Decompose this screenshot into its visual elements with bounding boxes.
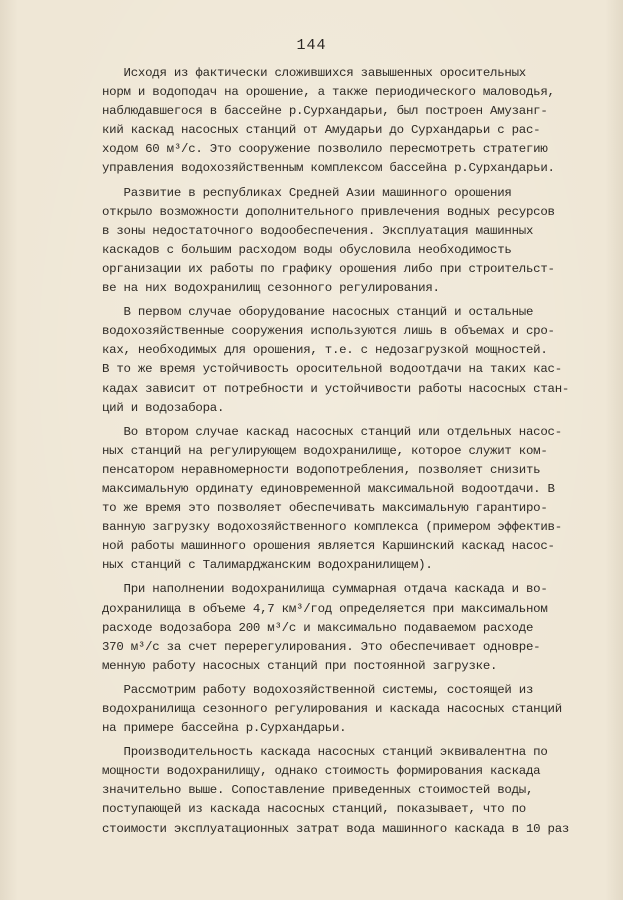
text-line: в зоны недостаточного водообеспечения. Эксплуатация машинных [102, 223, 534, 238]
text-line: максимальную ординату единовременной максимальной водоотдачи. В [102, 481, 555, 496]
text-line: на примере бассейна р.Сурхандарьи. [102, 721, 347, 736]
text-line: ных станций на регулирующем водохранилище, которое служит ком- [102, 443, 548, 458]
text-line: кадах зависит от потребности и устойчивости работы насосных стан- [102, 381, 570, 396]
text-line: В первом случае оборудование насосных станций и остальные [102, 305, 534, 320]
text-line: В то же время устойчивость оросительной водоотдачи на таких кас- [102, 362, 562, 377]
text-line: Развитие в республиках Средней Азии машинного орошения [102, 185, 512, 200]
text-line: открыло возможности дополнительного привлечения водных ресурсов [102, 204, 555, 219]
paragraph [102, 580, 607, 675]
text-line: пенсатором неравномерности водопотребления, позволяет снизить [102, 462, 541, 477]
text-line: Производительность каскада насосных станций эквивалентна по [102, 745, 548, 760]
paragraph [102, 743, 607, 838]
text-line: водохранилища сезонного регулирования и каскада насосных станций [102, 702, 562, 716]
text-line: При наполнении водохранилища суммарная отдача каскада и во- [102, 582, 548, 597]
text-line: организации их работы по графику орошения либо при строительст- [102, 261, 555, 276]
paragraph [102, 681, 607, 738]
text-line: норм и водоподач на орошение, а также периодического маловодья, [102, 85, 555, 100]
text-line: ве на них водохранилищ сезонного регулирования. [102, 281, 440, 296]
text-line: Во втором случае каскад насосных станций или отдельных насос- [102, 424, 562, 439]
page-number: 144 [296, 37, 327, 54]
text-line: ций и водозабора. [102, 400, 225, 415]
text-line: Рассмотрим работу водохозяйственной системы, состоящей из [102, 682, 534, 697]
text-line: ванную загрузку водохозяйственного комплекса (примером эффектив- [102, 520, 562, 535]
text-line: то же время это позволяет обеспечивать максимальную гарантиро- [102, 501, 548, 516]
text-line: Исходя из фактически сложившихся завышенных оросительных [102, 66, 526, 80]
paragraph [102, 303, 607, 418]
text-line: управления водохозяйственным комплексом бассейна р.Сурхандарьи. [102, 161, 555, 176]
text-line: дохранилища в объеме 4,7 км³/год определяется при максимальном [102, 601, 548, 616]
body-text [102, 64, 607, 839]
text-line: менную работу насосных станций при постоянной загрузке. [102, 658, 498, 673]
text-line: ходом 60 м³/с. Это сооружение позволило пересмотреть стратегию [102, 142, 548, 157]
text-line: поступающей из каскада насосных станций, показывает, что по [102, 802, 526, 817]
text-line: наблюдавшегося в бассейне р.Сурхандарьи, был построен Амузанг- [102, 104, 548, 119]
text-line: ных станций с Талимарджанским водохранилищем). [102, 558, 433, 573]
text-line: расходе водозабора 200 м³/с и максимально подаваемом расходе [102, 620, 534, 635]
text-line: мощности водохранилищу, однако стоимость формирования каскада [102, 764, 541, 779]
text-line: ной работы машинного орошения является Каршинский каскад насос- [102, 539, 555, 554]
text-line: каскадов с большим расходом воды обусловила необходимость [102, 242, 512, 257]
text-line: стоимости эксплуатационных затрат вода машинного каскада в 10 раз [102, 821, 570, 836]
paragraph [102, 64, 607, 179]
text-line: 370 м³/с за счет перерегулирования. Это обеспечивает одновре- [102, 639, 541, 654]
paragraph [102, 184, 607, 299]
text-line: кий каскад насосных станций от Амударьи до Сурхандарьи с рас- [102, 123, 541, 138]
paragraph [102, 423, 607, 576]
text-line: ках, необходимых для орошения, т.е. с недозагрузкой мощностей. [102, 343, 548, 358]
text-line: водохозяйственные сооружения используются лишь в объемах и сро- [102, 324, 555, 339]
text-line: значительно выше. Сопоставление приведенных стоимостей воды, [102, 783, 534, 798]
